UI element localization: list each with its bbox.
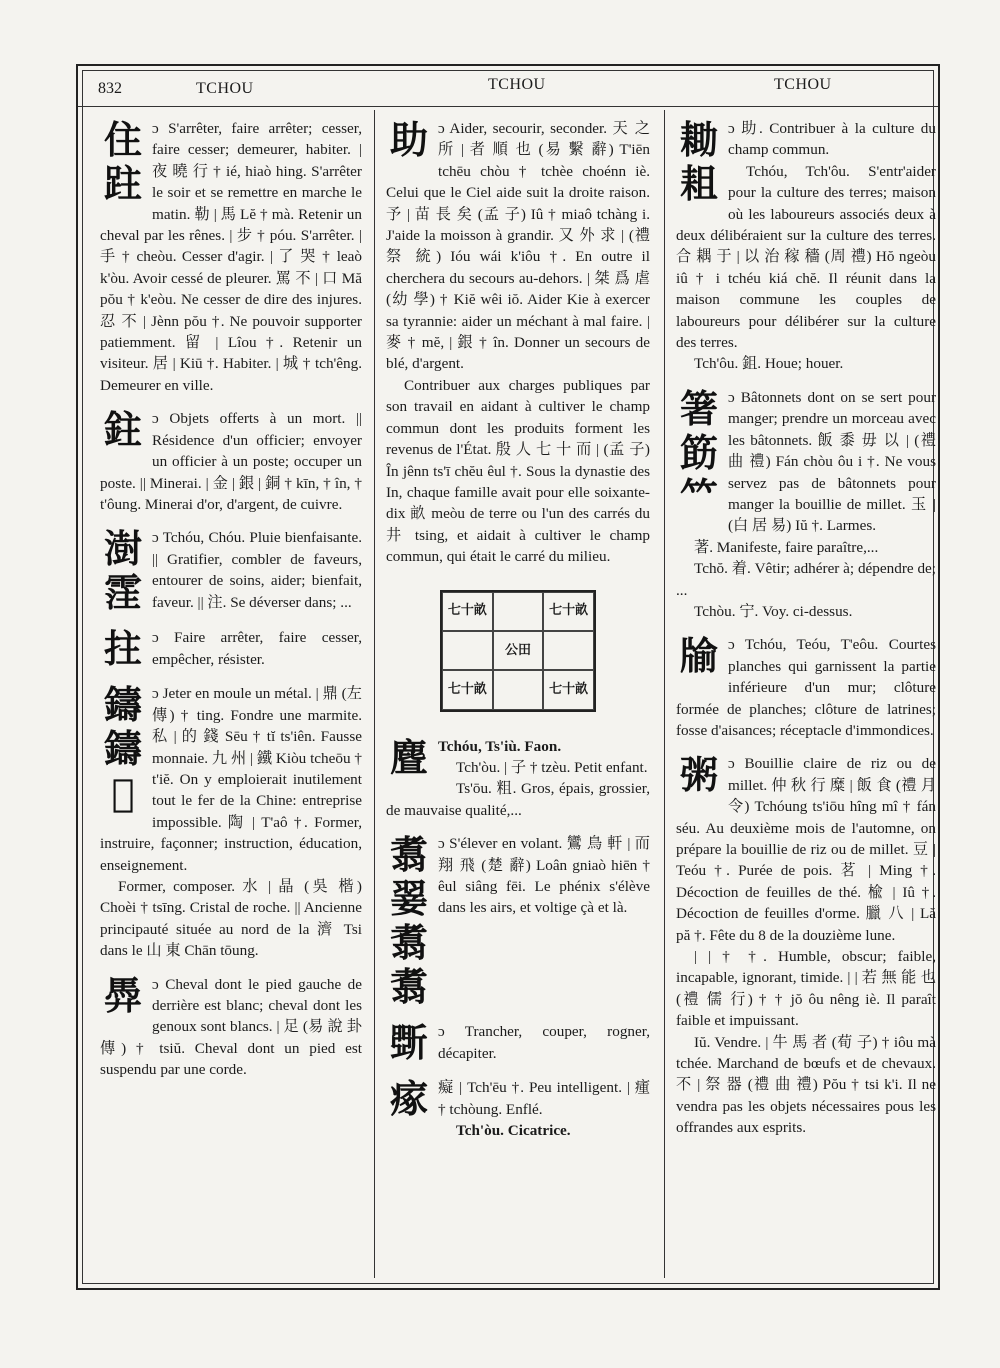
entry-definition: Tchóu, Ts'iù. Faon. bbox=[438, 737, 562, 755]
entry-subsense: Ts'ōu. 粗. Gros, épais, grossier, de mauvaise qualité,... bbox=[386, 780, 650, 819]
entry-definition: ɔ Bâtonnets dont on se sert pour manger; prendre un morceau avec les bâtonnets. 飯 黍 毋 以 | (禮 曲 禮) Fán chòu ôu i †. Ne vous servez pas de bâtonnets pour manger la bouillie de millet. 玉 | (白 居 易) Iŭ †. Larmes. bbox=[728, 388, 936, 535]
entry-definition: ɔ Objets offerts à un mort. || Résidence d'un officier; envoyer un officier à un poste; occuper un poste. || Minerai. | 金 | 銀 | 銅 † kīn, † în, † t'ôung. Minerai d'or, d'argent, de cuivre. bbox=[100, 410, 362, 513]
header-rule bbox=[78, 106, 938, 107]
headword-chars: 住 跓 bbox=[103, 118, 142, 206]
running-header bbox=[78, 72, 938, 102]
entry-definition-2: Former, composer. 水 | 晶 (吳 楷) Choèi † tsīng. Cristal de roche. || Ancienne principauté située au nord de la 濟 Tsi dans le 山 東 Chān tōung. bbox=[100, 877, 362, 960]
grid-cell: 七十畝 bbox=[442, 670, 493, 709]
page-number: 832 bbox=[98, 80, 122, 97]
grid-cell bbox=[493, 592, 544, 631]
column-divider-1 bbox=[374, 110, 375, 1278]
entry-zhu-planks bbox=[676, 634, 936, 741]
entry-subsense: Tchòu. 宁. Voy. ci-dessus. bbox=[694, 602, 853, 620]
entry-definition: ɔ S'élever en volant. 鸞 鳥 軒 | 而 翔 飛 (楚 辭) Loân gniaò hiēn † êul siâng fēi. Le phénix s'élève dans les airs, et voltige çà et là. bbox=[438, 835, 650, 917]
entry-zhu-scar bbox=[386, 1077, 650, 1141]
headword-chars: 粥 bbox=[679, 753, 718, 798]
entry-definition: ɔ Tchóu, Chóu. Pluie bienfaisante. || Gratifier, combler de faveurs, entourer de soins, aider; bienfait, faveur. || 注. Se déverser dans; ... bbox=[152, 529, 362, 611]
headword-chars: 麆 bbox=[389, 735, 428, 780]
page-frame bbox=[76, 64, 940, 1290]
headword-chars: 斲 bbox=[389, 1021, 428, 1066]
headword-chars: 瘃 bbox=[389, 1077, 428, 1122]
entry-definition: ɔ Bouillie claire de riz ou de millet. 仲 秋 行 糜 | 飯 食 (禮 月 令) Tchóung ts'iōu hîng mî † fán séu. Au deuxième mois de l'automne, on prépare la bouillie de riz ou de millet. 豆 | Teóu †. Purée de pois. 茗 | Ming †. Décoction de feuilles de thé. 楡 | Iû †. Décoction de feuilles d'orme. 臘 八 | Lă pă †. Fête du 8 de la douzième lune. bbox=[676, 755, 936, 944]
headword-chars: 拄 bbox=[103, 627, 142, 672]
entry-subsense: Tch'òu. | 子 † tzèu. Petit enfant. bbox=[456, 758, 648, 776]
headword-chars: 鑄 鑄 𢎆 bbox=[103, 683, 142, 816]
entry-zhu-chopsticks bbox=[676, 387, 936, 622]
well-field-diagram bbox=[440, 590, 596, 712]
entry-zhu-fawn bbox=[386, 736, 650, 822]
grid-cell bbox=[493, 670, 544, 709]
entry-definition: ɔ S'arrêter, faire arrêter; cesser, faire cesser; demeurer, habiter. | 夜 曉 行 † ié, hiaò hing. S'arrêter le soir et se remettre en marche le matin. 勒 | 馬 Lĕ † mà. Retenir un cheval par les rênes. | 步 † póu. S'arrêter. | 手 † cheòu. Cesser d'agir. | 了 哭 † leaò k'òu. Avoir cessé de pleurer. 罵 不 | 口 Mă pŏu † k'eòu. Ne cesser de dire des injures. 忍 不 | Jènn pŏu †. Ne pouvoir supporter patiemment. 留 | Lîou †. Retenir un visiteur. 居 | Kiū †. Habiter. | 城 † tch'êng. Demeurer en ville. bbox=[100, 120, 362, 394]
headword-chars: 耡 耝 bbox=[679, 118, 718, 206]
entry-subsense: Tch'ôu. 鉏. Houe; houer. bbox=[694, 355, 844, 373]
entry-zhu-cast bbox=[100, 683, 362, 961]
headword-chars: 澍 霔 bbox=[103, 527, 142, 616]
entry-definition: ɔ 助. Contribuer à la culture du champ commun. bbox=[728, 120, 936, 159]
column-divider-2 bbox=[664, 110, 665, 1278]
entry-definition: ɔ Aider, secourir, seconder. 天 之 所 | 者 順 也 (易 繫 辭) T'iēn tchēu chòu † tchèe choénn iè. Celui que le Ciel aide suit la droite raison. 予 | 苗 長 矣 (孟 子) Iû † miaô tchàng i. J'aide la moisson à grandir. 又 外 求 | (禮 祭 統) Ióu wái k'iôu †. En outre il cherchera du secours au-dehors. | 桀 爲 虐 (幼 學) † Kiĕ wêi iŏ. Aider Kie à exercer sa tyrannie: aider un méchant à mal faire. | 麥 † mĕ, | 銀 † în. Donner un secours de blé, d'argent. bbox=[386, 120, 650, 373]
headword-chars: 牏 bbox=[679, 634, 718, 679]
header-center-word: TCHOU bbox=[488, 76, 546, 93]
entry-definition: ɔ Tchóu, Teóu, T'eôu. Courtes planches qui garnissent la partie inférieure d'un mur; clôture formée de planches; clôture de latrines; fosse d'aisances; réceptacle d'immondices. bbox=[676, 636, 936, 739]
entry-zhu-porridge bbox=[676, 753, 936, 1138]
entry-zhu-offering bbox=[100, 408, 362, 515]
grid-cell: 七十畝 bbox=[442, 592, 493, 631]
column-1 bbox=[100, 118, 362, 1093]
entry-definition: ɔ Cheval dont le pied gauche de derrière est blanc; cheval dont les genoux sont blancs. | 足 (易 說 卦 傳) † tsiŭ. Cheval dont un pied est suspendu par une corde. bbox=[100, 975, 362, 1079]
entry-definition: ɔ Faire arrêter, faire cesser, empêcher, résister. bbox=[152, 629, 362, 668]
entry-definition-2: | | † †. Humble, obscur; faible, incapable, ignorant, timide. | | 若 無 能 也 (禮 儒 行) † † jŏ ôu nêng iè. Il paraît faible et impuissant. bbox=[676, 948, 936, 1030]
entry-definition-2: Contribuer aux charges publiques par son travail en aidant à cultiver le champ commun dont les produits forment les revenus de l'État. 殷 人 七 十 而 | (孟 子) În jênn ts'ī chĕu êul †. Sous la dynastie des In, chaque famille avait pour elle soixante-dix 畝 meòu de terre ou l'un des carrés du 井 tsing, et aidait à cultiver le champ commun, qui était le carré du milieu. bbox=[386, 376, 650, 566]
grid-cell: 七十畝 bbox=[543, 592, 594, 631]
grid-cell-center: 公田 bbox=[493, 631, 544, 670]
entry-subsense: Tchóu, Tch'ôu. S'entr'aider pour la culture des terres; maison où les laboureurs associés deux à deux délibéraient sur la culture des terres. 合 耦 于 | 以 治 稼 穡 (周 禮) Hŏ ngeòu iû † i tchéu kiá chĕ. Il réunit dans la maison commune les couples de laboureurs pour délibérer sur la culture des terres. bbox=[676, 162, 936, 352]
header-right-word: TCHOU bbox=[774, 76, 832, 93]
entry-definition: 癡 | Tch'ēu †. Peu intelligent. | 瘇 † tchòung. Enflé. bbox=[438, 1079, 650, 1118]
headword-chars: 助 bbox=[389, 118, 428, 162]
entry-zhu-cultivate bbox=[676, 118, 936, 375]
headword-chars: 馵 bbox=[103, 973, 142, 1018]
entry-zhu-help bbox=[386, 118, 650, 568]
entry-definition: ɔ Jeter en moule un métal. | 鼎 (左 傳) † ting. Fondre une marmite. 私 | 的 錢 Sēu † tĭ ts'iên. Fausse monnaie. 九 州 | 鐵 Kiòu tcheōu † t'iĕ. On y emploierait inutilement tout le fer de la Chine: entreprise impossible. 陶 | T'aô †. Former, instruire, façonner; instruction, éducation, enseignement. bbox=[100, 685, 362, 874]
header-left-word: TCHOU bbox=[196, 80, 254, 97]
entry-zhu-horse bbox=[100, 974, 362, 1081]
entry-definition: ɔ Trancher, couper, rogner, décapiter. bbox=[438, 1023, 650, 1062]
grid-cell bbox=[543, 631, 594, 670]
entry-zhu-rain bbox=[100, 527, 362, 615]
grid-cell bbox=[442, 631, 493, 670]
entry-zhu-cut bbox=[386, 1021, 650, 1065]
headword-chars: 鉒 bbox=[103, 408, 142, 453]
entry-subsense: Iŭ. Vendre. | 牛 馬 者 (荀 子) † iôu mà tchée. Marchand de bœufs et de chevaux. 不 | 祭 器 (禮 曲 禮) Pŏu † tsi k'i. Il ne vendra pas les objets nécessaires pous les offrandes aux esprits. bbox=[676, 1033, 936, 1137]
entry-zhu-soar bbox=[386, 833, 650, 1009]
entry-subsense: Tch'òu. Cicatrice. bbox=[456, 1121, 571, 1139]
headword-chars: 箸 筯 𥫗 bbox=[679, 386, 718, 519]
grid-cell: 七十畝 bbox=[543, 670, 594, 709]
entry-subsense: 著. Manifeste, faire paraître,... bbox=[694, 538, 879, 556]
column-2 bbox=[386, 118, 650, 1153]
column-3 bbox=[676, 118, 936, 1151]
headword-chars: 翥 翣 翥 翥 bbox=[389, 833, 428, 1010]
entry-zhu-resist bbox=[100, 627, 362, 671]
entry-zhu-stop bbox=[100, 118, 362, 396]
entry-subsense: Tchŏ. 着. Vêtir; adhérer à; dépendre de; ... bbox=[676, 560, 936, 599]
